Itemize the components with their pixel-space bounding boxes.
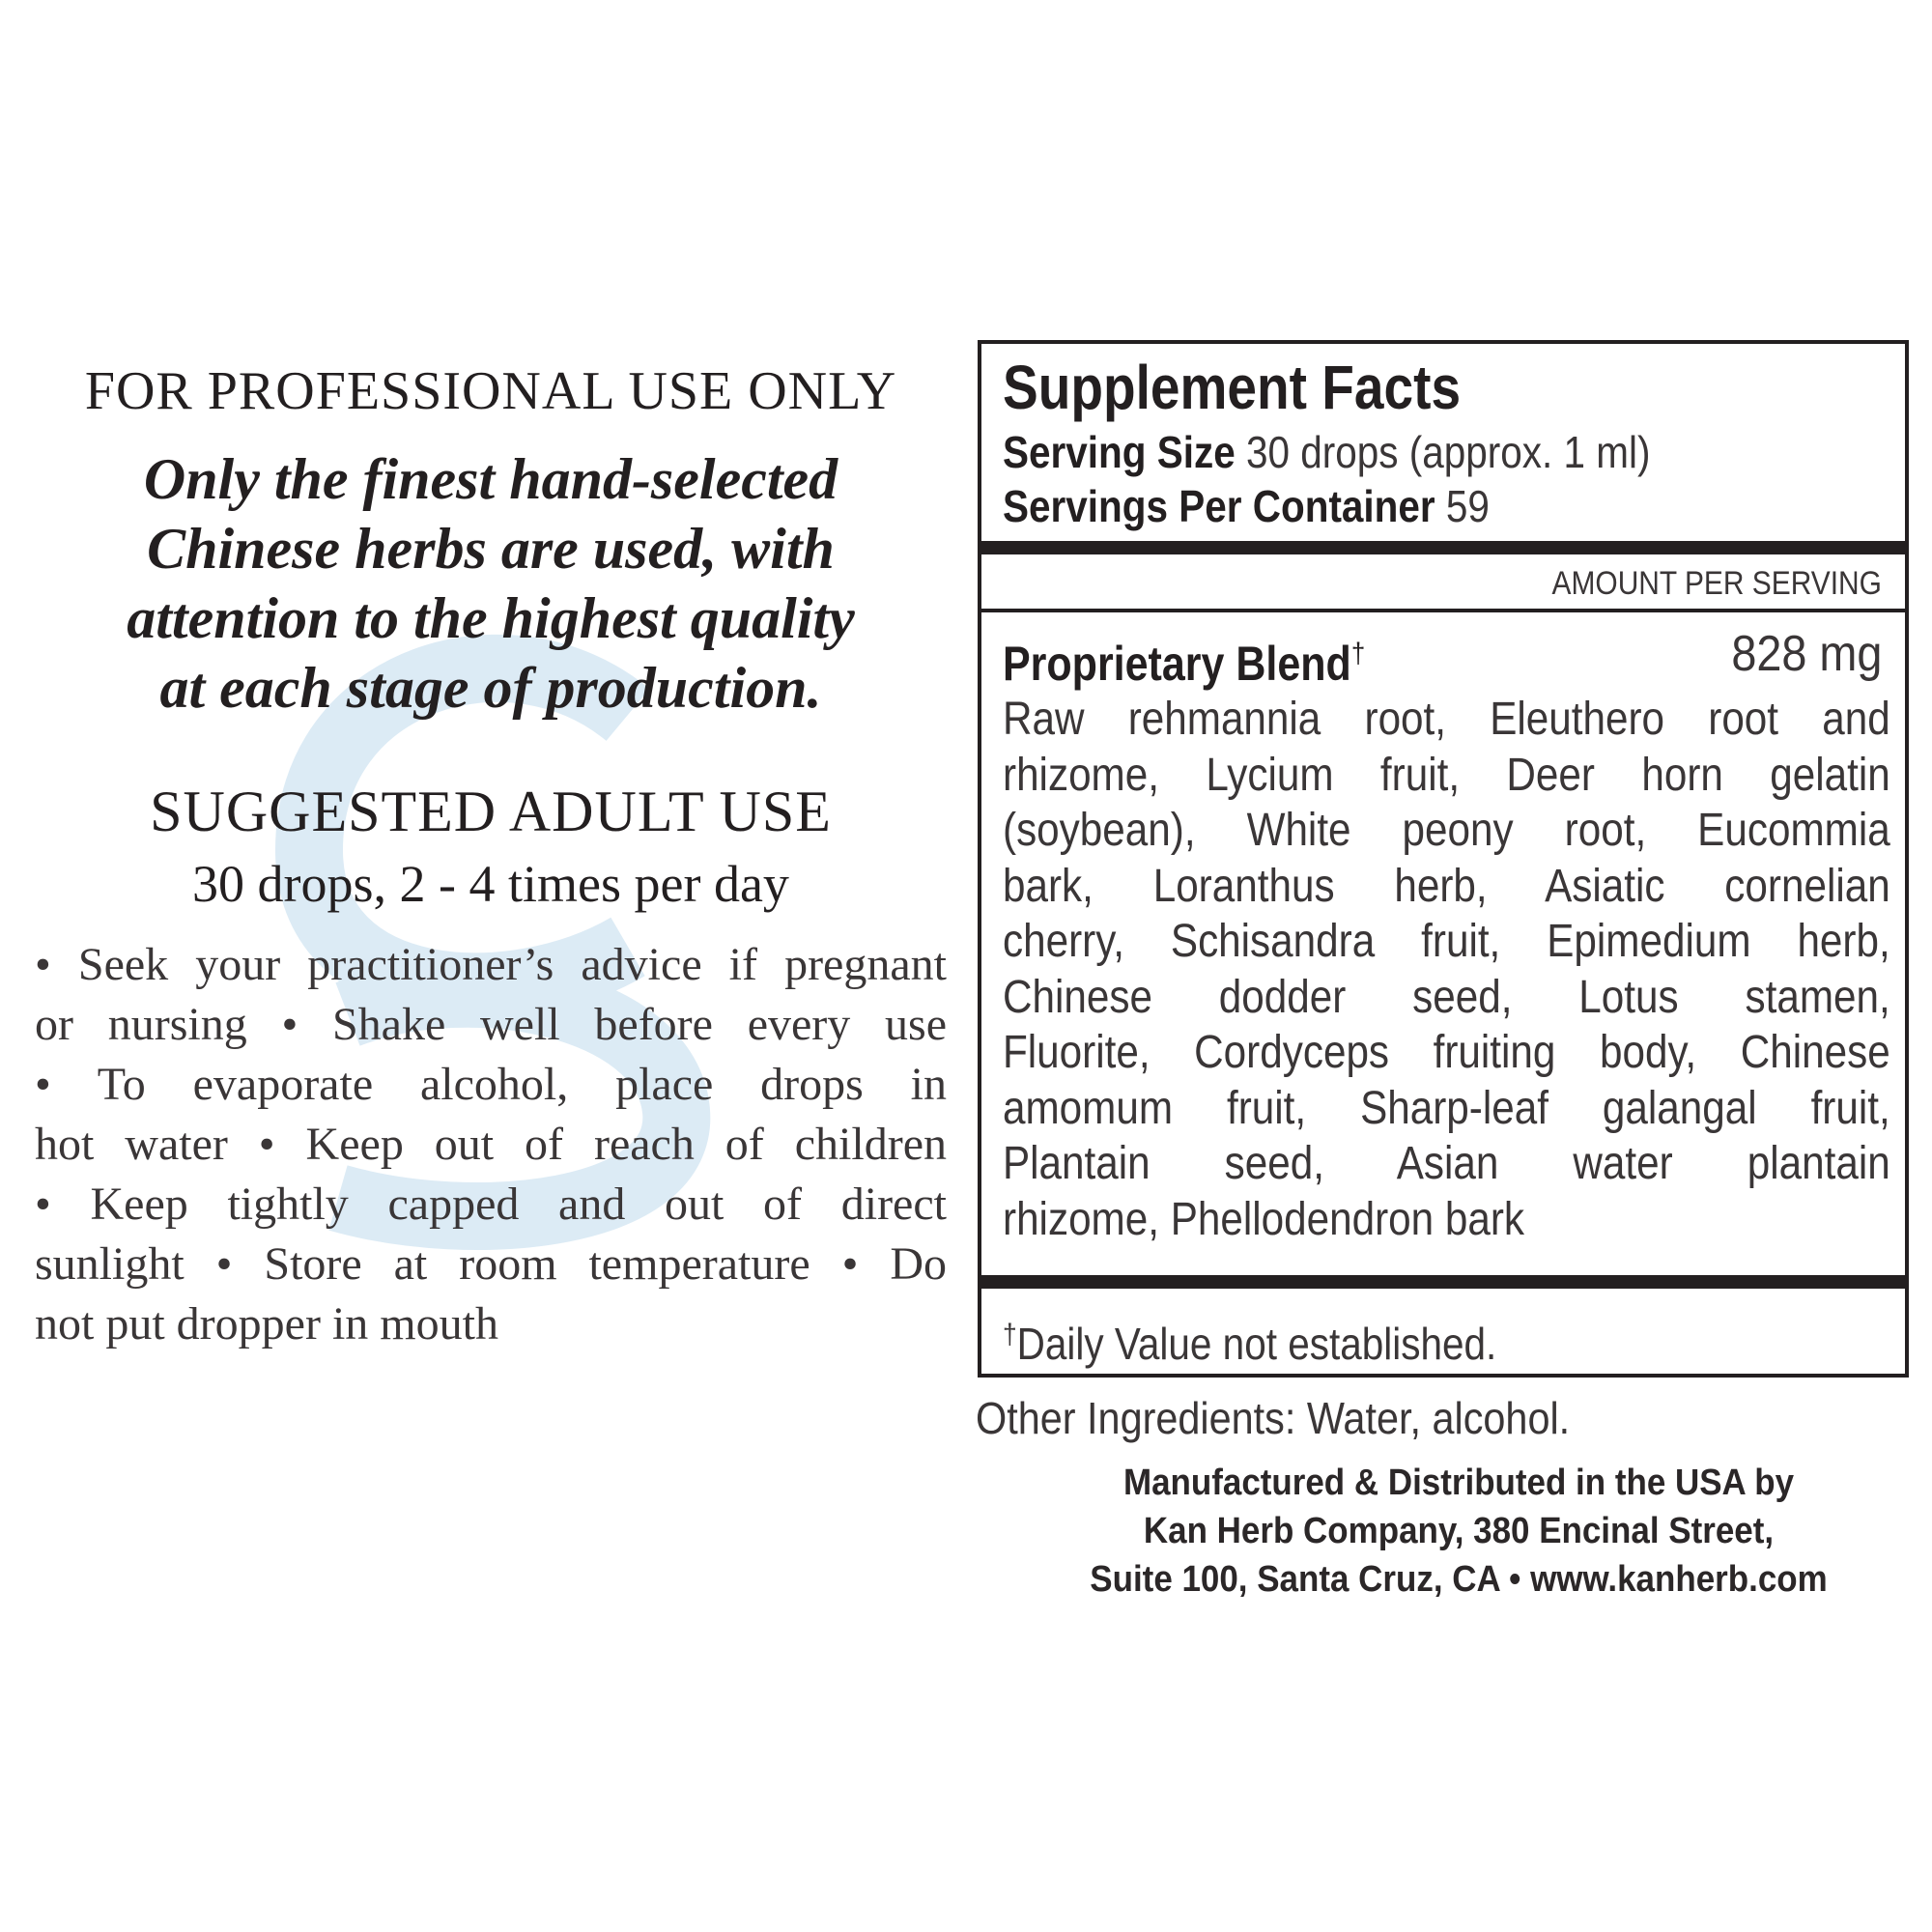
warnings-text <box>35 935 947 1354</box>
warning-line: not put dropper in mouth <box>35 1298 498 1350</box>
supplement-facts-panel <box>978 340 1909 1378</box>
ingredient-line: rhizome, Phellodendron bark <box>1003 1193 1525 1245</box>
serving-size-row <box>1003 425 1650 479</box>
warning-line: • To evaporate alcohol, place drops in <box>35 1059 947 1110</box>
servings-per-container-label: Servings Per Container <box>1003 481 1435 531</box>
ingredient-line: Plantain seed, Asian water plantain <box>1003 1138 1890 1189</box>
quality-tagline <box>35 444 947 723</box>
serving-size-value: 30 drops (approx. 1 ml) <box>1245 427 1651 477</box>
ingredient-line: bark, Loranthus herb, Asiatic cornelian <box>1003 860 1890 912</box>
manufacturer-line: Kan Herb Company, 380 Encinal Street, <box>1143 1511 1775 1551</box>
warning-line: • Keep tightly capped and out of direct <box>35 1179 947 1230</box>
manufacturer-line: Suite 100, Santa Cruz, CA • www.kanherb.com <box>1090 1559 1828 1600</box>
tagline-line: attention to the highest quality <box>127 586 855 650</box>
thin-divider <box>981 609 1905 612</box>
dagger-symbol: † <box>1350 638 1366 669</box>
dagger-symbol: † <box>1003 1319 1017 1350</box>
tagline-line: at each stage of production. <box>159 656 822 720</box>
servings-per-container-row <box>1003 479 1490 533</box>
warning-line: or nursing • Shake well before every use <box>35 999 947 1050</box>
ingredient-list <box>1003 692 1890 1247</box>
proprietary-blend-name <box>1003 624 1365 694</box>
manufacturer-line: Manufactured & Distributed in the USA by <box>1122 1463 1795 1503</box>
warning-line: sunlight • Store at room temperature • Do <box>35 1238 947 1290</box>
ingredient-line: rhizome, Lycium fruit, Deer horn gelatin <box>1003 749 1890 801</box>
other-ingredients: Other Ingredients: Water, alcohol. <box>976 1393 1571 1443</box>
warning-line: • Seek your practitioner’s advice if pregnant <box>35 939 947 990</box>
ingredient-line: Fluorite, Cordyceps fruiting body, Chinese <box>1003 1027 1890 1078</box>
thick-divider <box>981 541 1905 554</box>
suggested-dose: 30 drops, 2 - 4 times per day <box>192 855 789 913</box>
warning-line: hot water • Keep out of reach of children <box>35 1119 947 1170</box>
suggested-use-heading: SUGGESTED ADULT USE <box>150 780 832 843</box>
ingredient-line: Raw rehmannia root, Eleuthero root and <box>1003 694 1890 745</box>
proprietary-blend-amount: 828 mg <box>1730 626 1882 682</box>
ingredient-line: cherry, Schisandra fruit, Epimedium herb, <box>1003 916 1890 967</box>
blend-name-text: Proprietary Blend <box>1003 637 1351 691</box>
professional-use-heading: FOR PROFESSIONAL USE ONLY <box>84 361 897 421</box>
manufacturer-info <box>1059 1459 1859 1604</box>
tagline-line: Only the finest hand-selected <box>143 447 838 511</box>
daily-value-text: Daily Value not established. <box>1016 1319 1497 1369</box>
amount-per-serving-header: AMOUNT PER SERVING <box>1551 565 1882 602</box>
usage-panel <box>35 357 947 1354</box>
supplement-facts-title: Supplement Facts <box>1003 353 1462 422</box>
ingredient-line: Chinese dodder seed, Lotus stamen, <box>1003 971 1890 1023</box>
ingredient-line: (soybean), White peony root, Eucommia <box>1003 805 1890 856</box>
ingredient-line: amomum fruit, Sharp-leaf galangal fruit, <box>1003 1082 1890 1134</box>
servings-per-container-value: 59 <box>1445 481 1490 531</box>
daily-value-note <box>1003 1308 1496 1371</box>
thick-divider <box>981 1275 1905 1289</box>
serving-size-label: Serving Size <box>1003 427 1236 477</box>
tagline-line: Chinese herbs are used, with <box>147 517 835 581</box>
